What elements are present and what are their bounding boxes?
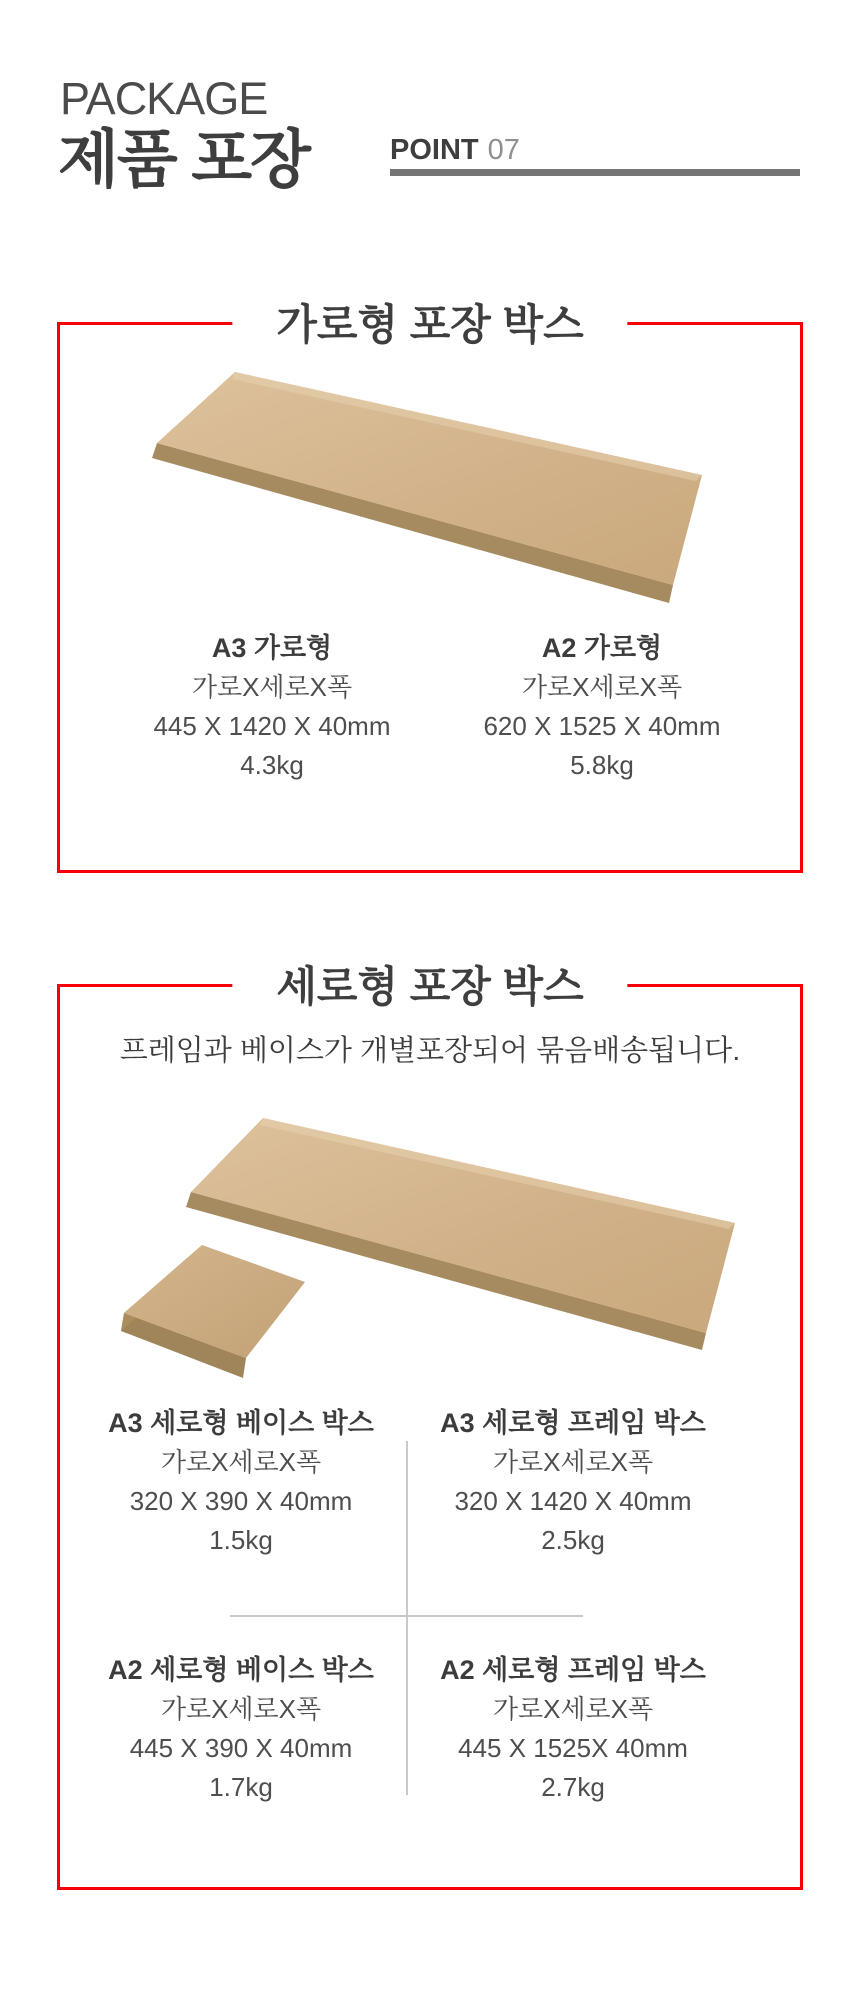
spec-weight: 2.5kg — [541, 1525, 605, 1555]
spec-dims: 445 X 1420 X 40mm — [153, 711, 391, 741]
spec-card — [452, 628, 752, 785]
vertical-section-title: 세로형 포장 박스 — [232, 960, 627, 1014]
spec-card — [75, 1650, 407, 1807]
spec-dims: 320 X 1420 X 40mm — [454, 1486, 692, 1516]
point-underline-bar — [390, 169, 800, 176]
spec-dims: 445 X 1525X 40mm — [458, 1733, 688, 1763]
spec-weight: 1.7kg — [209, 1772, 273, 1802]
spec-dims-label: 가로X세로X폭 — [160, 1694, 322, 1724]
spec-dims-label: 가로X세로X폭 — [492, 1694, 654, 1724]
cardboard-base-box-photo — [121, 1245, 305, 1378]
grid-divider-horizontal — [230, 1615, 583, 1617]
spec-weight: 5.8kg — [570, 750, 634, 780]
cardboard-boxes-photo — [100, 1100, 740, 1400]
spec-card — [122, 628, 422, 785]
spec-card — [75, 1403, 407, 1560]
spec-card — [407, 1403, 739, 1560]
package-eyebrow: PACKAGE — [60, 73, 268, 124]
spec-dims-label: 가로X세로X폭 — [160, 1447, 322, 1477]
point-label: POINT — [390, 134, 479, 166]
spec-name: A2 세로형 베이스 박스 — [108, 1655, 374, 1685]
spec-card — [407, 1650, 739, 1807]
point-badge — [390, 134, 800, 167]
horizontal-section-title: 가로형 포장 박스 — [232, 298, 627, 352]
vertical-section-subtitle: 프레임과 베이스가 개별포장되어 묶음배송됩니다. — [119, 1035, 741, 1067]
point-number: 07 — [487, 134, 520, 166]
spec-dims-label: 가로X세로X폭 — [191, 672, 353, 702]
spec-name: A3 세로형 프레임 박스 — [440, 1408, 706, 1438]
spec-name: A3 가로형 — [211, 633, 333, 663]
spec-name: A2 세로형 프레임 박스 — [440, 1655, 706, 1685]
page-title: 제품 포장 — [58, 125, 309, 195]
cardboard-box-photo — [120, 360, 740, 610]
spec-dims: 320 X 390 X 40mm — [129, 1486, 353, 1516]
spec-dims: 445 X 390 X 40mm — [129, 1733, 353, 1763]
spec-weight: 4.3kg — [240, 750, 304, 780]
spec-dims-label: 가로X세로X폭 — [521, 672, 683, 702]
spec-name: A2 가로형 — [541, 633, 663, 663]
horizontal-packaging-section — [57, 301, 803, 873]
spec-dims-label: 가로X세로X폭 — [492, 1447, 654, 1477]
spec-weight: 1.5kg — [209, 1525, 273, 1555]
spec-weight: 2.7kg — [541, 1772, 605, 1802]
spec-name: A3 세로형 베이스 박스 — [108, 1408, 374, 1438]
vertical-packaging-section — [57, 963, 803, 1890]
spec-dims: 620 X 1525 X 40mm — [483, 711, 721, 741]
